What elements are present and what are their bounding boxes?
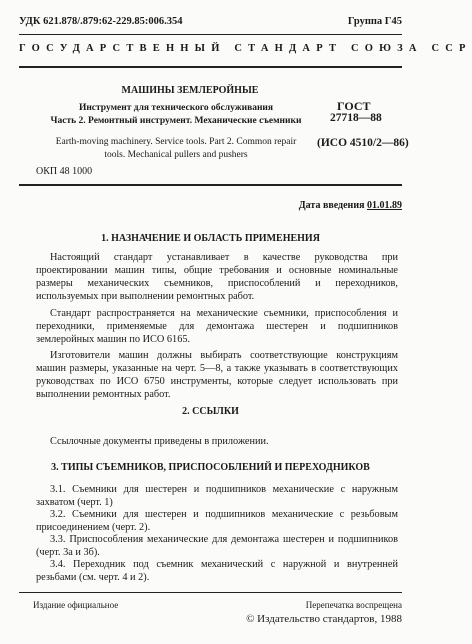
official-edition: Издание официальное	[33, 600, 119, 610]
title-ru-line2: Часть 2. Ремонтный инструмент. Механические съемники	[50, 115, 302, 126]
date-label: Дата введения	[298, 200, 365, 211]
title-ru-line1: Инструмент для технического обслуживания	[78, 103, 274, 113]
title-english	[36, 136, 316, 161]
machines-heading: МАШИНЫ ЗЕМЛЕРОЙНЫЕ	[121, 85, 259, 96]
iso-reference: (ИСО 4510/2—86)	[317, 137, 409, 149]
footer-divider	[19, 592, 402, 593]
reprint-notice: Перепечатка воспрещена	[305, 600, 402, 610]
copyright: © Издательство стандартов, 1988	[246, 613, 402, 625]
section-1-paragraph-3: Изготовители машин должны выбирать соответствующие конструкциям машин размеры, указанные на черт. 5—8, а также указывать в соответствующих руководствах по ИСО 6750 инструменты, которые следует использовать при выполнении ремонтных работ.	[36, 350, 398, 400]
gost-number: 27718—88	[330, 112, 382, 124]
effective-date	[299, 200, 402, 211]
okp-code: ОКП 48 1000	[36, 166, 93, 177]
title-russian	[36, 102, 316, 127]
section-1-paragraph-1: Настоящий стандарт устанавливает в качестве руководства при проектировании машин типы, общие требования и основные номинальные размеры механических съемников, приспособлений и переходников, используемых при выполнении ремонтных работ.	[36, 252, 398, 302]
title-en-line2: tools. Mechanical pullers and pushers	[104, 149, 248, 160]
date-value: 01.01.89	[367, 200, 402, 211]
section-3-item-2: 3.2. Съемники для шестерен и подшипников механические с резьбовым присоединением (черт. 2).	[36, 509, 398, 533]
top-divider	[19, 34, 402, 35]
section-3-item-1: 3.1. Съемники для шестерен и подшипников механические с наружным захватом (черт. 1)	[36, 484, 398, 508]
title-divider	[19, 184, 402, 186]
section-3-title: 3. ТИПЫ СЪЕМНИКОВ, ПРИСПОСОБЛЕНИЙ И ПЕРЕХОДНИКОВ	[51, 462, 370, 473]
udk-code: УДК 621.878/.879:62-229.85:006.354	[19, 16, 183, 27]
section-1-paragraph-2: Стандарт распространяется на механические съемники, приспособления и переходники, применяемые для демонтажа шестерен и подшипников землеройных машин по ИСО 6165.	[36, 308, 398, 345]
gost-label: ГОСТ	[337, 99, 371, 113]
title-en-line1: Earth-moving machinery. Service tools. Part 2. Common repair	[55, 137, 297, 147]
group-code: Группа Г45	[347, 16, 402, 27]
section-3-item-3: 3.3. Приспособления механические для демонтажа шестерен и подшипников (черт. 3а и 3б).	[36, 534, 398, 558]
section-2-paragraph: Ссылочные документы приведены в приложении.	[50, 436, 269, 447]
section-2-title: 2. ССЫЛКИ	[182, 406, 239, 417]
section-1-title: 1. НАЗНАЧЕНИЕ И ОБЛАСТЬ ПРИМЕНЕНИЯ	[101, 233, 320, 244]
section-3-item-4: 3.4. Переходник под съемник механический с наружной и внутренней резьбами (см. черт. 4 и 2).	[36, 559, 398, 583]
header-divider	[19, 66, 402, 68]
standard-header: ГОСУДАРСТВЕННЫЙ СТАНДАРТ СОЮЗА ССР	[19, 43, 472, 54]
